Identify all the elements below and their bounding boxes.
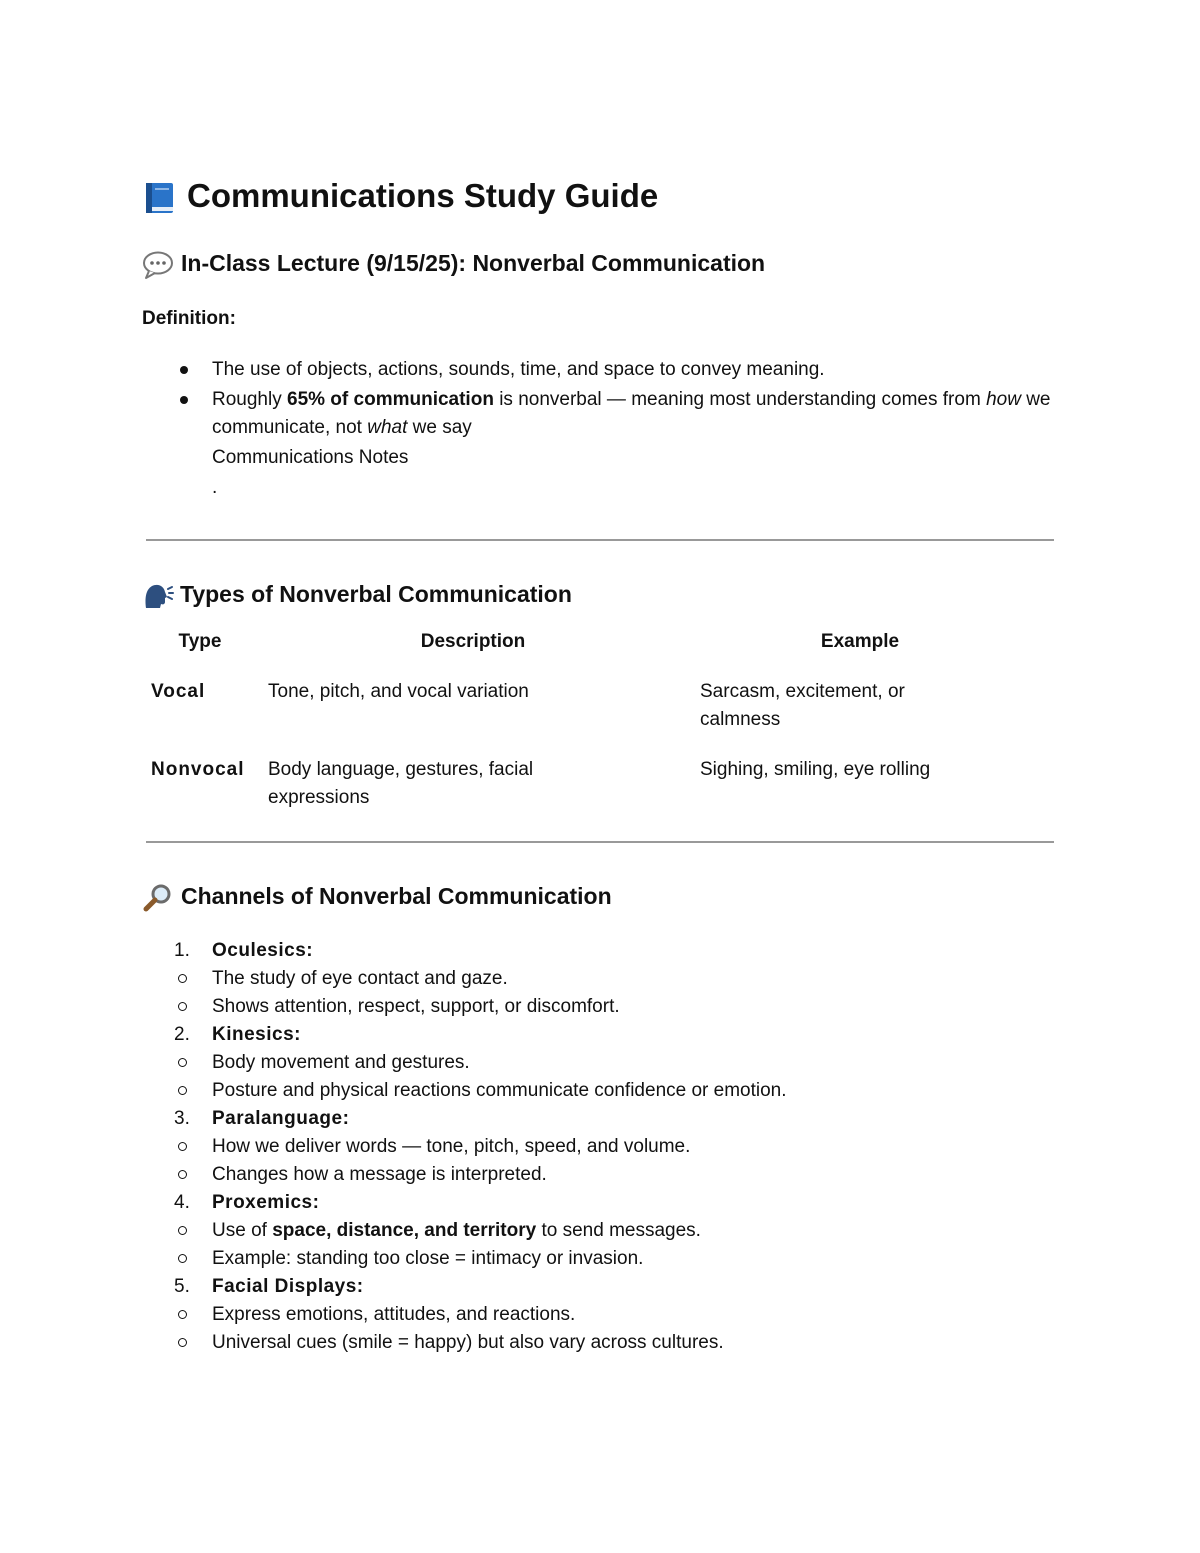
magnifying-glass-icon [142,882,174,914]
list-item [174,1105,1092,1189]
table-cell-type: Nonvocal [151,759,245,780]
list-item [174,1189,1092,1273]
channel-title: Kinesics: [212,1024,301,1045]
bullet-text: Roughly [212,389,287,410]
definition-bullet [212,386,1072,442]
sub-item: Posture and physical reactions communicate confidence or emotion. [142,1077,1092,1105]
sub-item: The study of eye contact and gaze. [142,965,1092,993]
speech-bubble-icon [142,250,174,280]
notes-dot: . [212,477,218,498]
list-number: 4. [174,1192,190,1213]
definition-list [212,356,1072,504]
channels-list [174,937,1092,1357]
definition-bullet: The use of objects, actions, sounds, time, and space to convey meaning. [212,356,1072,384]
list-item [174,937,1092,1021]
page-title [142,172,658,220]
table-cell-description: Body language, gestures, facial expressions [268,759,534,808]
channels-heading [142,879,612,914]
notes-line: Communications Notes [212,447,409,468]
list-item [174,1021,1092,1105]
table-cell-description: Tone, pitch, and vocal variation [268,681,529,702]
types-heading [142,577,572,612]
lecture-heading [142,246,765,280]
section-divider [146,539,1054,541]
sub-item [142,1217,1092,1245]
sub-text: to send messages. [536,1220,701,1241]
definition-label: Definition: [142,308,236,329]
page-title-text: Communications Study Guide [187,177,659,214]
sub-item: How we deliver words — tone, pitch, speed, and volume. [142,1133,1092,1161]
list-number: 1. [174,940,190,961]
channel-title: Proxemics: [212,1192,320,1213]
channels-heading-text: Channels of Nonverbal Communication [181,883,612,909]
bullet-italic-text: how [986,389,1021,410]
sub-text: Use of [212,1220,273,1241]
list-item [174,1273,1092,1357]
table-header-type: Type [178,631,222,652]
table-cell-example: Sighing, smiling, eye rolling [700,759,931,780]
sub-bold-text: space, distance, and territory [272,1220,537,1241]
bullet-text: we communicate, not [212,389,1051,438]
table-cell-type: Vocal [151,681,206,702]
sub-item: Universal cues (smile = happy) but also vary across cultures. [142,1329,1092,1357]
channel-title: Paralanguage: [212,1108,350,1129]
list-number: 5. [174,1276,190,1297]
bullet-text: is nonverbal — meaning most understanding comes from [493,389,987,410]
channel-title: Oculesics: [212,940,314,961]
speaking-head-icon [142,580,174,612]
bullet-text: we say [407,417,472,438]
bullet-bold-text: 65% of communication [287,389,494,410]
sub-item: Changes how a message is interpreted. [142,1161,1092,1189]
table-header-example: Example [820,631,900,652]
bullet-italic-text: what [367,417,408,438]
list-number: 3. [174,1108,190,1129]
lecture-heading-text: In-Class Lecture (9/15/25): Nonverbal Communication [181,250,766,276]
types-heading-text: Types of Nonverbal Communication [180,581,572,607]
table-header-description: Description [420,631,526,652]
section-divider [146,841,1054,843]
list-number: 2. [174,1024,190,1045]
sub-item: Body movement and gestures. [142,1049,1092,1077]
sub-item: Express emotions, attitudes, and reactions. [142,1301,1092,1329]
channel-title: Facial Displays: [212,1276,364,1297]
table-cell-example: Sarcasm, excitement, or calmness [700,681,905,730]
sub-item: Shows attention, respect, support, or discomfort. [142,993,1092,1021]
blue-book-icon [142,180,178,216]
sub-item: Example: standing too close = intimacy or invasion. [142,1245,1092,1273]
